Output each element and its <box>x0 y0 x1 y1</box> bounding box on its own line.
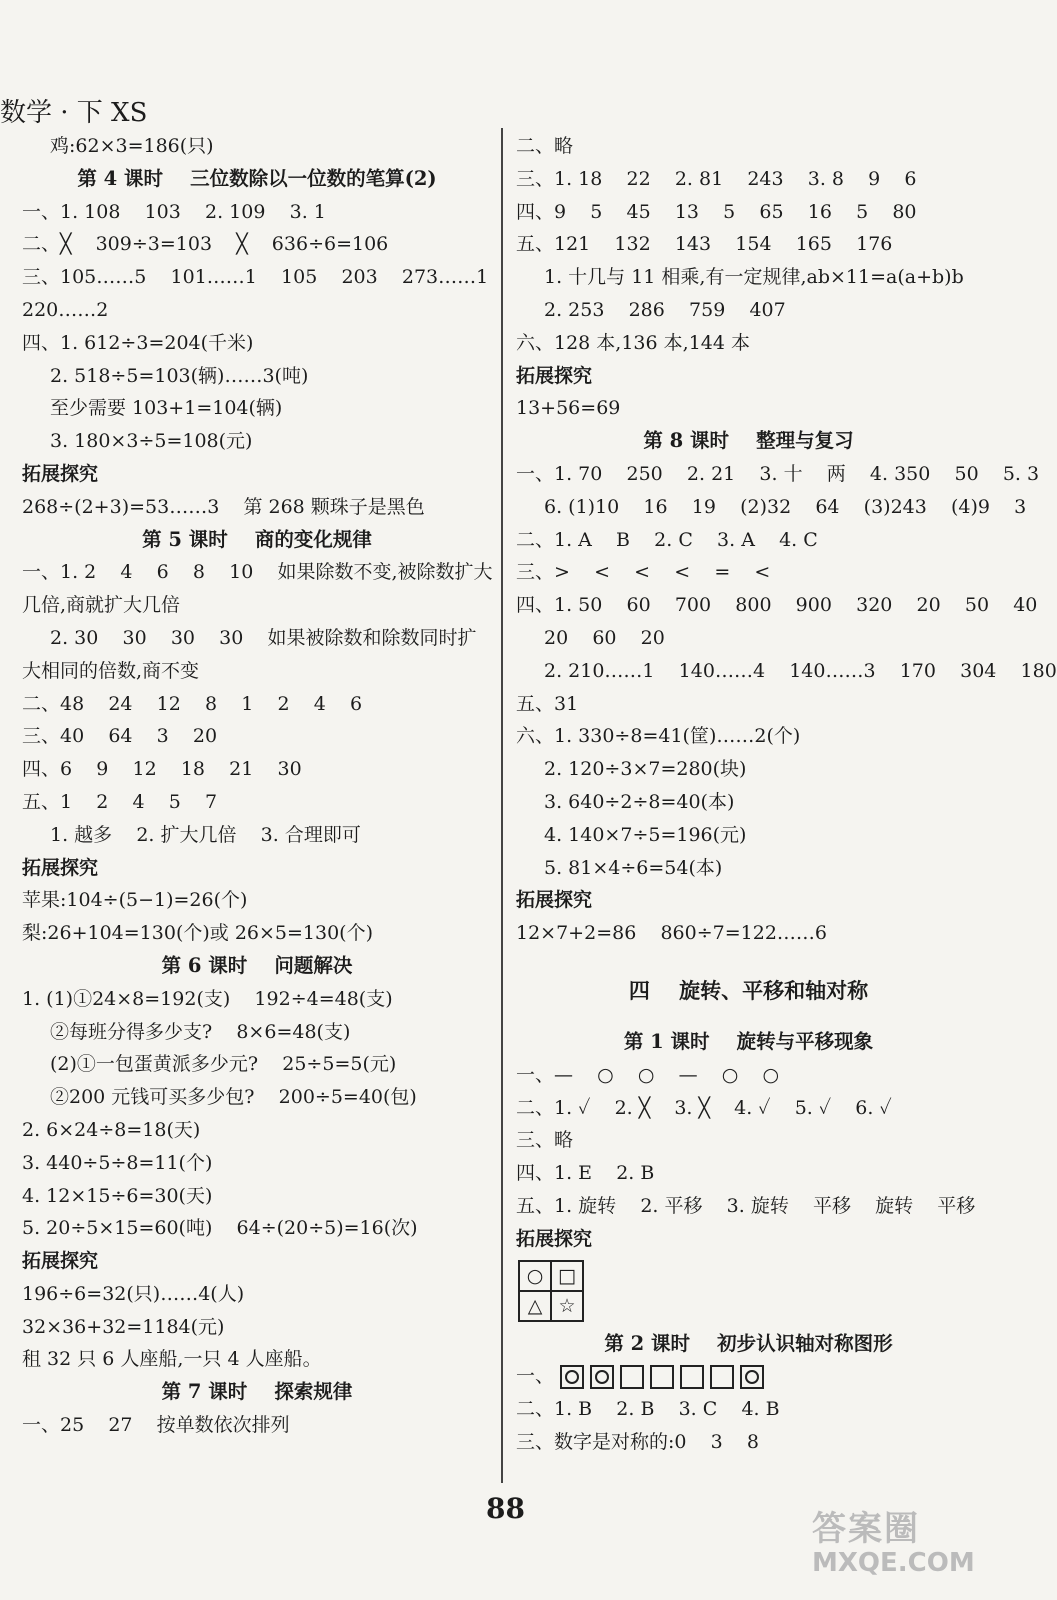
page-header: 数学 · 下 XS <box>0 98 148 128</box>
square-icon <box>710 1365 734 1389</box>
lesson-title: 第 7 课时 探索规律 <box>161 1380 353 1404</box>
answer-line: 2. 518÷5=103(辆)……3(吨) <box>50 364 309 387</box>
square-icon <box>650 1365 674 1389</box>
grid-circle: ○ <box>519 1261 551 1291</box>
answer-line: 5. 20÷5×15=60(吨) 64÷(20÷5)=16(次) <box>22 1217 418 1240</box>
section-heading: 拓展探究 <box>22 462 99 485</box>
answer-line: 二、1. A B 2. C 3. A 4. C <box>516 528 818 551</box>
answer-line: 四、1. E 2. B <box>516 1162 655 1185</box>
circle-in-square-icon <box>590 1365 614 1389</box>
answer-line: 一、1. 2 4 6 8 10 如果除数不变,被除数扩大 <box>22 561 493 584</box>
right-mid-section <box>516 1026 981 1256</box>
answer-line: 至少需要 103+1=104(辆) <box>50 397 283 420</box>
grid-triangle: △ <box>519 1291 551 1321</box>
symbol-grid <box>518 1260 584 1322</box>
right-top-section <box>516 130 1057 950</box>
answer-line: 三、> < < < = < <box>516 561 771 584</box>
answer-line: 二、48 24 12 8 1 2 4 6 <box>22 692 363 715</box>
answer-line: 1. 十几与 11 相乘,有一定规律,ab×11=a(a+b)b <box>544 266 964 289</box>
answer-line: 3. 640÷2÷8=40(本) <box>544 790 735 813</box>
answer-line: 二、╳ 309÷3=103 ╳ 636÷6=106 <box>22 233 389 256</box>
page-number: 88 <box>486 1492 525 1525</box>
answer-line: 三、略 <box>516 1129 574 1152</box>
answer-line: 四、9 5 45 13 5 65 16 5 80 <box>516 200 917 223</box>
answer-line: 大相同的倍数,商不变 <box>22 659 200 682</box>
answer-line: 四、1. 50 60 700 800 900 320 20 50 40 <box>516 594 1038 617</box>
section-heading: 拓展探究 <box>22 856 99 879</box>
answer-line: 5. 81×4÷6=54(本) <box>544 856 723 879</box>
answer-line: 一、25 27 按单数依次排列 <box>22 1414 290 1437</box>
answer-line: (2)①一包蛋黄派多少元? 25÷5=5(元) <box>50 1053 397 1076</box>
answer-line: 4. 12×15÷6=30(天) <box>22 1184 213 1207</box>
answer-line: 三、数字是对称的:0 3 8 <box>516 1430 759 1453</box>
answer-line: 三、105……5 101……1 105 203 273……1 <box>22 266 489 289</box>
answer-line: ②200 元钱可买多少包? 200÷5=40(包) <box>50 1086 417 1109</box>
answer-line: 220……2 <box>22 298 109 321</box>
answer-line: 2. 210……1 140……4 140……3 170 304 180 <box>544 659 1057 682</box>
answer-line: 268÷(2+3)=53……3 第 268 颗珠子是黑色 <box>22 495 425 518</box>
answer-line: 梨:26+104=130(个)或 26×5=130(个) <box>22 922 374 945</box>
answer-line: 几倍,商就扩大几倍 <box>22 594 181 617</box>
answer-line: 一、— ○ ○ — ○ ○ <box>516 1063 780 1086</box>
grid-square: □ <box>551 1261 583 1291</box>
answer-line: 三、40 64 3 20 <box>22 725 218 748</box>
shape-row-prefix: 一、 <box>516 1365 555 1388</box>
section-heading: 拓展探究 <box>516 889 593 912</box>
left-column <box>22 130 492 1442</box>
answer-line: 196÷6=32(只)……4(人) <box>22 1282 245 1305</box>
answer-line: 2. 30 30 30 30 如果被除数和除数同时扩 <box>50 626 477 649</box>
answer-line: 20 60 20 <box>544 626 665 649</box>
answer-line: ②每班分得多少支? 8×6=48(支) <box>50 1020 351 1043</box>
right-bottom-section <box>516 1393 981 1459</box>
answer-line: 4. 140×7÷5=196(元) <box>544 823 747 846</box>
section-heading: 拓展探究 <box>22 1250 99 1273</box>
answer-line: 1. (1)①24×8=192(支) 192÷4=48(支) <box>22 987 393 1010</box>
answer-line: 三、1. 18 22 2. 81 243 3. 8 9 6 <box>516 167 917 190</box>
answer-line: 五、121 132 143 154 165 176 <box>516 233 893 256</box>
column-divider <box>501 128 503 1483</box>
section-heading: 拓展探究 <box>516 364 593 387</box>
unit-title: 四 旋转、平移和轴对称 <box>628 977 869 1003</box>
answer-line: 鸡:62×3=186(只) <box>50 135 214 157</box>
answer-line: 3. 180×3÷5=108(元) <box>50 430 253 453</box>
right-column <box>516 130 1057 1459</box>
answer-line: 五、31 <box>516 692 579 715</box>
circle-in-square-icon <box>560 1365 584 1389</box>
shape-row <box>516 1360 981 1393</box>
answer-line: 6. (1)10 16 19 (2)32 64 (3)243 (4)9 3 <box>544 495 1027 518</box>
answer-line: 苹果:104÷(5−1)=26(个) <box>22 889 248 912</box>
answer-line: 四、1. 612÷3=204(千米) <box>22 331 254 354</box>
lesson-title: 第 2 课时 初步认识轴对称图形 <box>604 1331 893 1355</box>
lesson-title: 第 4 课时 三位数除以一位数的笔算(2) <box>77 166 437 190</box>
answer-line: 2. 6×24÷8=18(天) <box>22 1118 201 1141</box>
answer-line: 12×7+2=86 860÷7=122……6 <box>516 922 827 945</box>
answer-line: 四、6 9 12 18 21 30 <box>22 758 302 781</box>
answer-line: 2. 253 286 759 407 <box>544 298 786 321</box>
answer-line: 1. 越多 2. 扩大几倍 3. 合理即可 <box>50 823 361 846</box>
lesson-title: 第 8 课时 整理与复习 <box>643 429 854 453</box>
watermark-logo: 答案圈 MXQE.COM <box>812 1509 975 1578</box>
shape-items <box>560 1365 764 1389</box>
lesson-title: 第 6 课时 问题解决 <box>161 953 353 977</box>
answer-line: 二、1. ✓ 2. ╳ 3. ╳ 4. ✓ 5. ✓ 6. ✓ <box>516 1096 892 1119</box>
section-heading: 拓展探究 <box>516 1227 593 1250</box>
answer-line: 一、1. 108 103 2. 109 3. 1 <box>22 200 326 223</box>
circle-in-square-icon <box>740 1365 764 1389</box>
answer-line: 二、1. B 2. B 3. C 4. B <box>516 1398 780 1421</box>
answer-line: 一、1. 70 250 2. 21 3. 十 两 4. 350 50 5. 3 <box>516 462 1040 485</box>
answer-line: 租 32 只 6 人座船,一只 4 人座船。 <box>22 1348 322 1371</box>
lesson-title: 第 5 课时 商的变化规律 <box>142 527 372 551</box>
grid-star: ☆ <box>551 1291 583 1321</box>
answer-line: 六、128 本,136 本,144 本 <box>516 331 750 354</box>
answer-line: 六、1. 330÷8=41(筐)……2(个) <box>516 725 801 748</box>
square-icon <box>680 1365 704 1389</box>
answer-line: 32×36+32=1184(元) <box>22 1315 225 1338</box>
answer-line: 13+56=69 <box>516 397 621 420</box>
answer-line: 二、略 <box>516 135 574 157</box>
answer-line: 五、1 2 4 5 7 <box>22 790 218 813</box>
answer-line: 五、1. 旋转 2. 平移 3. 旋转 平移 旋转 平移 <box>516 1194 976 1217</box>
answer-line: 2. 120÷3×7=280(块) <box>544 758 747 781</box>
lesson-title: 第 1 课时 旋转与平移现象 <box>623 1029 874 1053</box>
answer-line: 3. 440÷5÷8=11(个) <box>22 1151 213 1174</box>
square-icon <box>620 1365 644 1389</box>
